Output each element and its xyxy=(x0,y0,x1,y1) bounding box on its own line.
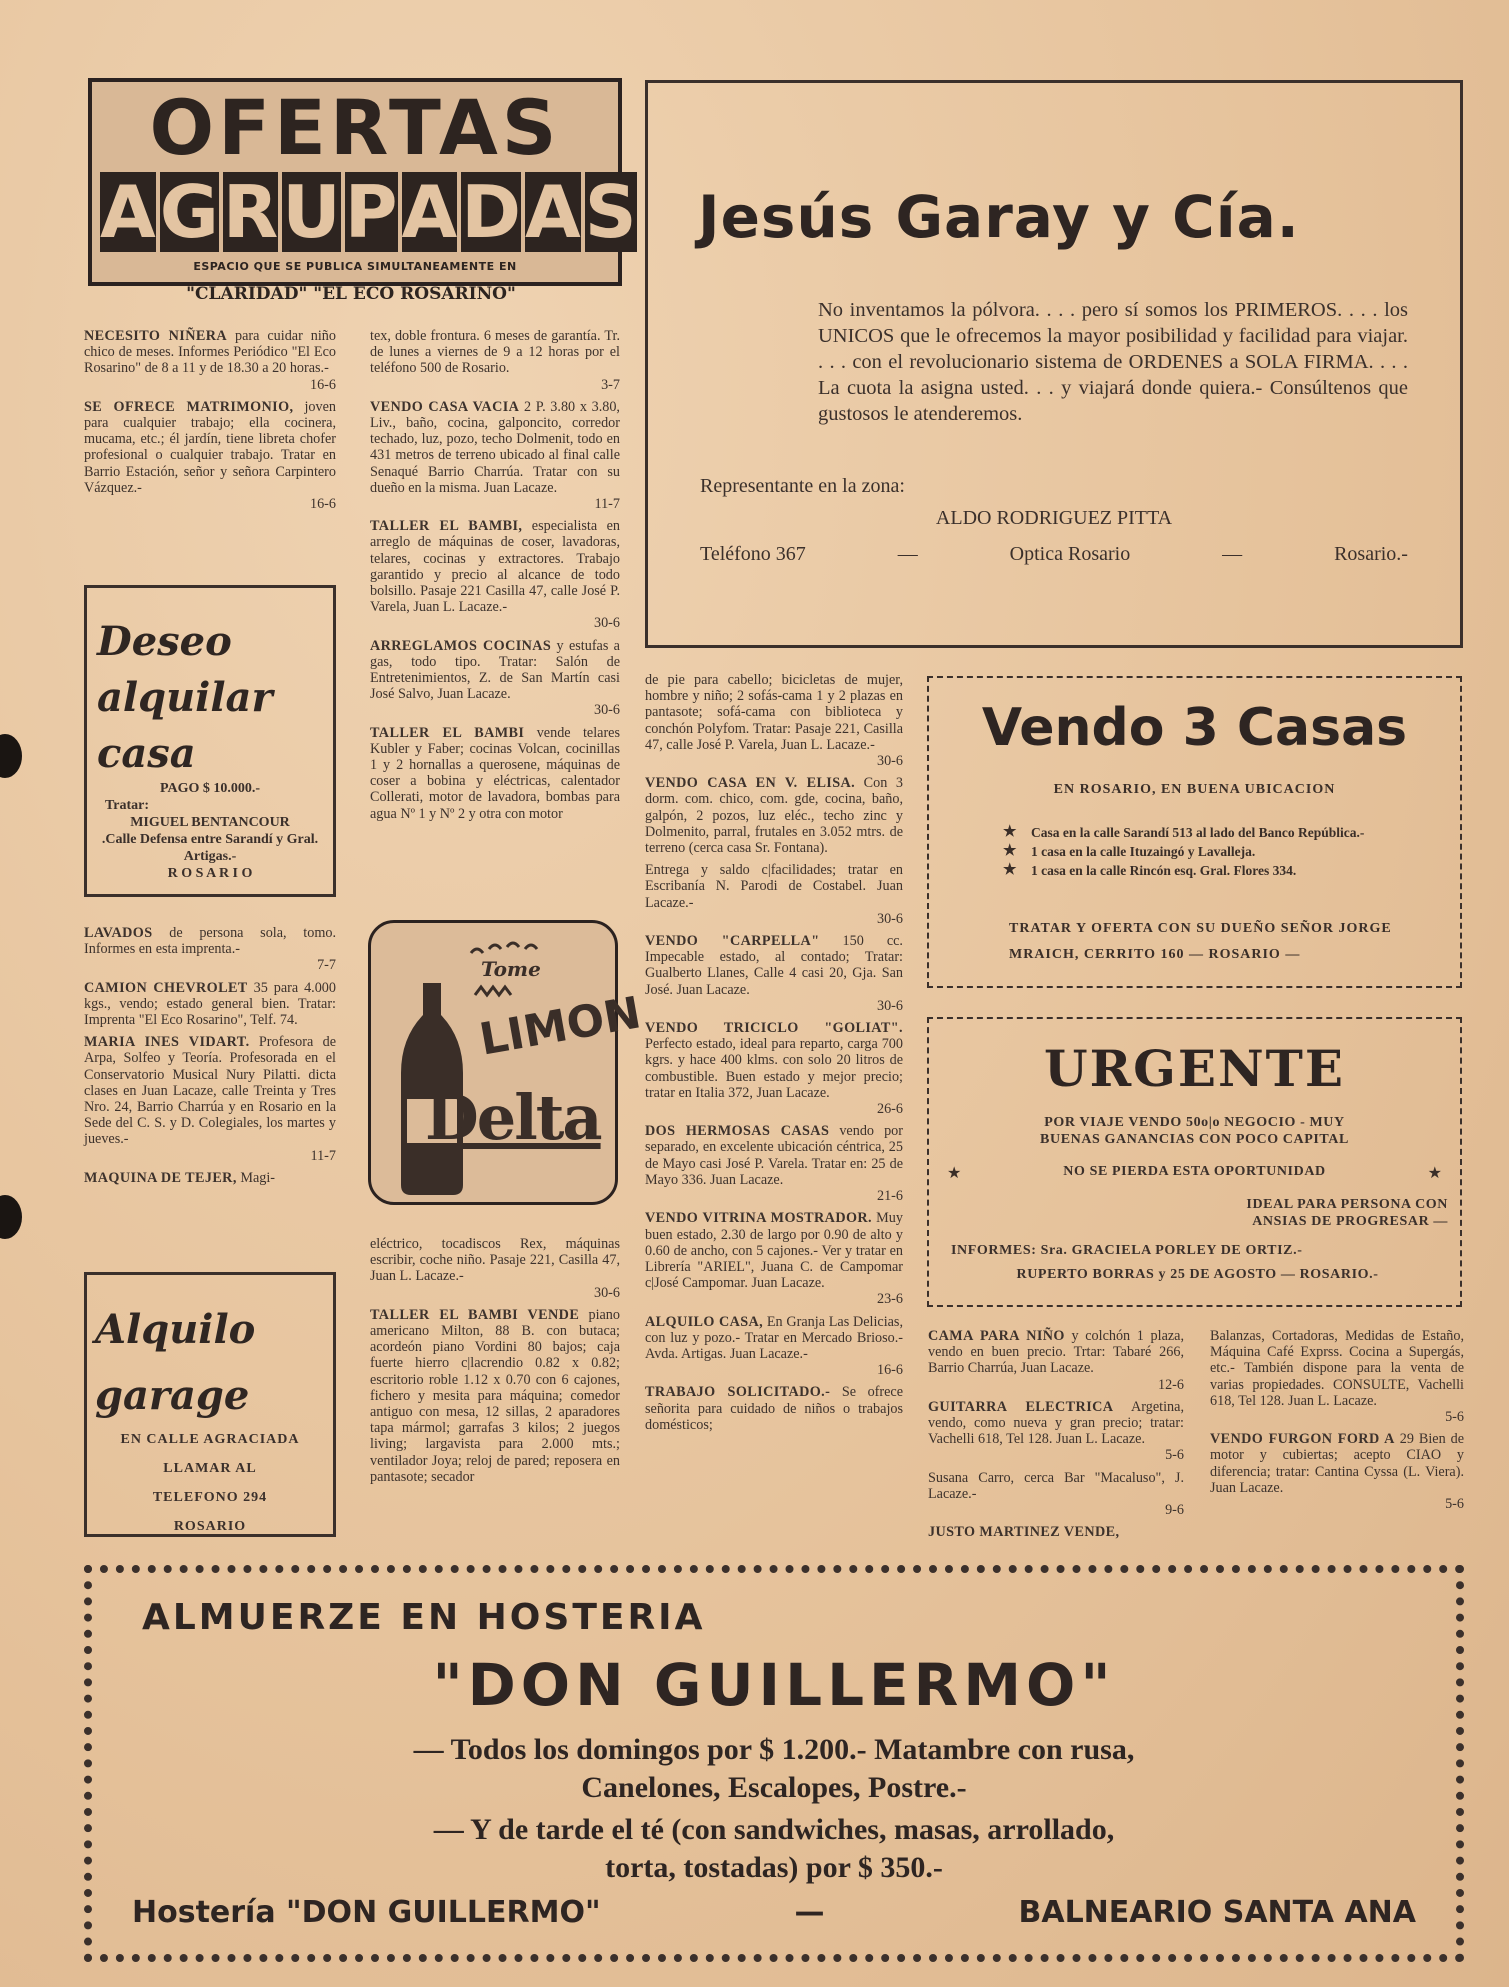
classified-ad-heading: VENDO FURGON FORD A xyxy=(1210,1431,1395,1448)
classified-ad-heading: TALLER EL BAMBI xyxy=(370,724,525,741)
vendo-contact: TRATAR Y OFERTA CON SU DUEÑO SEÑOR JORGE MRAICH, CERRITO 160 — ROSARIO — xyxy=(1009,921,1392,962)
classified-ad xyxy=(1210,1431,1464,1512)
vendo-house-list xyxy=(1009,824,1364,881)
hosteria-ad xyxy=(84,1565,1464,1962)
classified-ad-heading: TALLER EL BAMBI, xyxy=(370,518,523,535)
hosteria-name: "DON GUILLERMO" xyxy=(432,1651,1116,1719)
masthead-letter: G xyxy=(159,170,219,254)
deseo-line: casa xyxy=(97,730,196,777)
garay-phone: Teléfono 367 xyxy=(700,543,806,565)
classified-ad-heading: MARIA INES VIDART. xyxy=(84,1034,250,1051)
classified-ad xyxy=(370,725,620,822)
star-icon: ★ xyxy=(1427,1163,1442,1182)
classified-ad-heading: VENDO "CARPELLA" xyxy=(645,933,820,950)
classified-column-1 xyxy=(84,328,336,518)
alquilo-phone: TELEFONO 294 xyxy=(152,1490,268,1505)
classified-ad-heading: VENDO VITRINA MOSTRADOR. xyxy=(645,1210,872,1227)
classified-ad xyxy=(370,1307,620,1485)
dash: — xyxy=(897,543,918,565)
vendo-casas-ad xyxy=(927,676,1462,988)
classified-ad-heading: CAMION CHEVROLET xyxy=(84,979,248,996)
hosteria-menu-line: — Y de tarde el té (con sandwiches, masas, arrollado, xyxy=(433,1813,1115,1846)
classified-ad-text: especialista en arreglo de máquinas de coser, lavadoras, telares, cocinas y extractores. Trabajo garantido y precio al alcance de todo bolsillo. Pasaje 221 Casilla 47, calle José P. Varela, Juan L. Lacaze.- xyxy=(370,518,620,616)
alquilo-line: garage xyxy=(95,1372,250,1419)
limon-tome: Tome xyxy=(481,957,541,981)
urgente-line: POR VIAJE VENDO 50o|o NEGOCIO - MUY xyxy=(1044,1115,1345,1130)
masthead-letter: P xyxy=(344,170,398,254)
deseo-alquilar-ad xyxy=(84,585,336,897)
hosteria-footer xyxy=(132,1895,1416,1930)
classified-ad xyxy=(645,1314,903,1379)
classified-ad-heading: ALQUILO CASA, xyxy=(645,1313,764,1330)
classified-ad xyxy=(645,672,903,769)
classified-ad-text: Se ofrece señorita para cuidado de niños o trabajos domésticos; xyxy=(645,1384,903,1433)
classified-ad-text: de pie para cabello; bicicletas de mujer, hombre y niño; 2 sofás-cama 1 y 2 plazas en pantasote; sofá-cama con biblioteca y conchón Polyfom. Tratar: Pasaje 221, Casilla 47, calle José P. Varela, Juan L. Lacaze.- xyxy=(645,672,903,753)
classified-ad-text: Argetina, vendo, como nueva y gran precio; tratar: Vachelli 618, Tel 128. Juan L. Lacaze. xyxy=(928,1398,1184,1448)
limon-brand: Delta xyxy=(425,1081,601,1154)
hosteria-intro: ALMUERZE EN HOSTERIA xyxy=(142,1597,706,1638)
classified-ad-text: Balanzas, Cortadoras, Medidas de Estaño, Máquina Café Exprss. Cocina a Supergás, etc.- También dispone para la venta de varias propiedades. CONSULTE, Vachelli 618, Tel 128. Juan L. Lacaze. xyxy=(1210,1328,1464,1409)
binder-hole xyxy=(0,734,22,778)
classified-ad-ref: 23-6 xyxy=(876,1291,903,1308)
masthead-letter: A xyxy=(525,170,581,254)
classified-ad xyxy=(645,862,903,927)
classified-ad-text: Magi- xyxy=(236,1169,276,1186)
garay-store: Optica Rosario xyxy=(1009,543,1131,565)
classified-column-2 xyxy=(370,328,620,828)
classified-ad xyxy=(84,1170,336,1186)
urgente-line: INFORMES: Sra. GRACIELA PORLEY DE ORTIZ.- xyxy=(951,1243,1303,1258)
classified-ad-text: Entrega y saldo c|facilidades; tratar en Escribanía N. Parodi de Costabel. Juan Lacaze.- xyxy=(645,862,903,911)
classified-ad xyxy=(645,775,903,856)
garay-rep-label: Representante en la zona: xyxy=(700,475,905,497)
garay-rep-name: ALDO RODRIGUEZ PITTA xyxy=(935,507,1173,529)
classified-ad-ref: 30-6 xyxy=(593,1284,620,1301)
classified-ad-ref: 7-7 xyxy=(317,957,336,974)
classified-ad-heading: TRABAJO SOLICITADO.- xyxy=(645,1384,831,1401)
classified-ad xyxy=(370,399,620,512)
ofertas-agrupadas-masthead xyxy=(85,78,637,306)
alquilo-call: LLAMAR AL xyxy=(163,1461,257,1476)
classified-ad-ref: 30-6 xyxy=(593,615,620,632)
classified-ad xyxy=(370,1236,620,1301)
deseo-line: alquilar xyxy=(97,674,273,721)
dash: — xyxy=(1222,543,1243,565)
hosteria-footer-place: BALNEARIO SANTA ANA xyxy=(1018,1895,1416,1930)
classified-ad-ref: 16-6 xyxy=(309,376,336,393)
deseo-details xyxy=(87,780,333,882)
classified-ad xyxy=(370,328,620,393)
masthead-letter: A xyxy=(100,170,156,254)
binder-hole xyxy=(0,1195,22,1239)
deseo-address: .Calle Defensa entre Sarandí y Gral. Artigas.- xyxy=(101,832,319,864)
deseo-tratar: Tratar: xyxy=(105,798,150,813)
classified-ad-text: Con 3 dorm. com. chico, com. gde, cocina, baño, galpón, 2 pozos, luz eléc., techo zinc y Dolmenito, parral, frutales en 3.052 mtrs. de terreno (cerca casa Sr. Fontana). xyxy=(645,775,903,857)
classified-ad xyxy=(1210,1328,1464,1425)
classified-ad-text: y estufas a gas, todo tipo. Tratar: Salón de Entretenimientos, Z. de San Martín casi José Salvo, Juan Lacaze. xyxy=(370,637,620,703)
classified-ad xyxy=(928,1470,1184,1519)
classified-ad xyxy=(370,638,620,719)
classified-ad-text: de persona sola, tomo. Informes en esta imprenta.- xyxy=(84,925,336,958)
urgente-line: NO SE PIERDA ESTA OPORTUNIDAD xyxy=(1063,1164,1326,1179)
urgente-line: RUPERTO BORRAS y 25 DE AGOSTO — ROSARIO.- xyxy=(1016,1267,1379,1282)
classified-ad xyxy=(645,1384,903,1433)
list-item: ★ Casa en la calle Sarandí 513 al lado del Banco República.- xyxy=(1009,824,1364,841)
classified-ad-ref: 30-6 xyxy=(876,753,903,770)
classified-ad-text: 150 cc. Impecable estado, al contado; Tratar: Gualberto Llanes, Calle 4 casi 20, Gja. San José. Juan Lacaze. xyxy=(645,933,903,998)
classified-ad-text: vende telares Kubler y Faber; cocinas Volcan, cocinillas 1 y 2 hornallas a querosene, máquinas de coser a bobina y eléctricas, calentador Collerati, motor de lavadora, bombas para agua Nº 1 y Nº 2 y otra con motor xyxy=(370,724,620,822)
masthead-subtitle: ESPACIO QUE SE PUBLICA SIMULTANEAMENTE EN xyxy=(193,260,517,273)
deseo-name: MIGUEL BENTANCOUR xyxy=(130,815,290,830)
classified-ad-text: vendo por separado, en excelente ubicación céntrica, 25 de Mayo casi José P. Varela. Tratar en: 25 de Mayo 336. Juan Lacaze. xyxy=(645,1123,903,1188)
masthead-letter: S xyxy=(584,170,637,254)
classified-ad xyxy=(84,1034,336,1164)
classified-ad xyxy=(645,1020,903,1117)
classified-ad-text: eléctrico, tocadiscos Rex, máquinas escribir, coche niño. Pasaje 221, Casilla 47, Juan L. Lacaze.- xyxy=(370,1236,620,1285)
classified-ad-ref: 30-6 xyxy=(876,997,903,1014)
classified-ad-text: y colchón 1 plaza, vendo en buen precio. Trtar: Tabaré 266, Barrio Charrúa, Juan Lacaze. xyxy=(928,1328,1185,1377)
classified-ad-text: 35 para 4.000 kgs., vendo; estado general bien. Tratar: Imprenta "El Eco Rosarino", Telf. 74. xyxy=(84,979,336,1029)
classified-column-2b xyxy=(370,1236,620,1491)
masthead-letter: U xyxy=(282,170,341,254)
classified-ad xyxy=(84,980,336,1029)
classified-ad-heading: VENDO CASA EN V. ELISA. xyxy=(645,775,856,792)
hosteria-menu-line: torta, tostadas) por $ 350.- xyxy=(605,1851,943,1884)
garay-city: Rosario.- xyxy=(1334,543,1408,565)
masthead-title-line2 xyxy=(98,170,637,254)
classified-ad-ref: 11-7 xyxy=(594,496,620,513)
classified-ad xyxy=(84,399,336,512)
classified-ad xyxy=(928,1524,1184,1540)
limon-word: LIMON xyxy=(475,987,645,1066)
list-item: ★ 1 casa en la calle Ituzaingó y Lavalleja. xyxy=(1009,843,1364,860)
classified-ad xyxy=(645,1123,903,1204)
classified-ad-ref: 16-6 xyxy=(309,496,336,513)
classified-ad-ref: 26-6 xyxy=(876,1101,903,1118)
masthead-letter: R xyxy=(222,170,279,254)
garay-title: Jesús Garay y Cía. xyxy=(698,183,1300,251)
deseo-city: R O S A R I O xyxy=(167,866,253,881)
classified-ad-ref: 16-6 xyxy=(876,1362,903,1379)
deseo-heading xyxy=(97,614,273,782)
masthead-letter: A xyxy=(401,170,458,254)
garay-ad xyxy=(645,80,1463,648)
classified-ad-text: piano americano Milton, 88 B. con butaca; acordeón piano Vordini 80 bajos; caja fuerte hierro c|lacrendio 0.82 x 0.82; escritorio roble 1.12 x 0.70 con 6 cajones, fichero y mesita para máquina; comedor antiguo con mesa, 12 sillas, 2 aparadores tapa mármol; garrafas 3 kilos; 2 juegos living; largavista para 2.000 mts.; ventilador Joya; reloj de pared; reposera en pantasote; secador xyxy=(370,1306,620,1485)
classified-column-5 xyxy=(1210,1328,1464,1518)
classified-ad-heading: GUITARRA ELECTRICA xyxy=(928,1398,1114,1415)
alquilo-line: Alquilo xyxy=(95,1306,256,1353)
classified-ad xyxy=(645,933,903,1014)
classified-ad-text: joven para cualquier trabajo; ella cocinera, mucama, etc.; él jardín, tiene libreta chofer profesional o cualquier trabajo. Tratar en Barrio Estación, señor y señora Carpintero Vázquez.- xyxy=(84,398,336,496)
classified-ad-ref: 5-6 xyxy=(1445,1496,1464,1513)
classified-ad-heading: DOS HERMOSAS CASAS xyxy=(645,1123,830,1140)
hosteria-menu-line: — Todos los domingos por $ 1.200.- Matambre con rusa, xyxy=(413,1733,1135,1766)
classified-ad-heading: CAMA PARA NIÑO xyxy=(928,1328,1065,1344)
dash: — xyxy=(794,1895,825,1930)
list-item: ★ 1 casa en la calle Rincón esq. Gral. Flores 334. xyxy=(1009,862,1364,879)
classified-ad-ref: 30-6 xyxy=(876,910,903,927)
garay-contact-line xyxy=(700,543,1408,566)
classified-ad xyxy=(370,518,620,631)
classified-ad-text: 2 P. 3.80 x 3.80, Liv., baño, cocina, galponcito, corredor techado, luz, pozo, techo Dolmenit, todo en 431 metros de terreno ubicado al final calle Senaqué Barrio Charrúa. Tratar con su dueño en la misma. Juan Lacaze. xyxy=(370,398,620,496)
classified-ad-heading: ARREGLAMOS COCINAS xyxy=(370,637,552,654)
deseo-line: Deseo xyxy=(97,618,232,665)
classified-ad-text: 29 Bien de motor y cubiertas; acepto CIAO y diferencia; tratar: Cantina Cyssa (L. Viera). Juan Lacaze. xyxy=(1210,1431,1464,1496)
classified-ad-ref: 5-6 xyxy=(1165,1447,1184,1464)
classified-ad-heading: VENDO TRICICLO "GOLIAT". xyxy=(645,1020,903,1037)
urgente-title: URGENTE xyxy=(1044,1039,1345,1098)
alquilo-details xyxy=(87,1425,333,1541)
urgente-line: BUENAS GANANCIAS CON POCO CAPITAL xyxy=(1040,1132,1349,1147)
classified-ad xyxy=(928,1328,1184,1393)
urgente-line: IDEAL PARA PERSONA CON xyxy=(1246,1197,1448,1212)
classified-ad-ref: 3-7 xyxy=(601,376,620,393)
classified-ad-heading: SE OFRECE MATRIMONIO, xyxy=(84,398,294,415)
classified-ad-heading: MAQUINA DE TEJER, xyxy=(84,1169,237,1186)
urgente-ad xyxy=(927,1017,1462,1307)
classified-ad xyxy=(84,328,336,393)
classified-ad-text: Susana Carro, cerca Bar "Macaluso", J. Lacaze.- xyxy=(928,1469,1184,1502)
star-icon: ★ xyxy=(947,1163,962,1182)
classified-ad-text: Muy buen estado, 2.30 de largo por 0.90 de alto y 0.60 de ancho, con 5 cajones.- Ver y tratar en Librería "ARIEL", Juana C. de Campomar c|José Campomar. Juan Lacaze. xyxy=(645,1210,903,1292)
alquilo-garage-ad xyxy=(84,1272,336,1537)
classified-ad-text: Profesora de Arpa, Solfeo y Teoría. Profesorada en el Conservatorio Musical Nury Pilatti. dicta clases en Juan Lacaze, calle Treinta y Tres Nro. 24, Barrio Charrúa y en Rosario en la Sede del C. S. y D. Colegiales, los martes y jueves.- xyxy=(84,1034,336,1148)
alquilo-street: EN CALLE AGRACIADA xyxy=(120,1432,300,1447)
alquilo-city: ROSARIO xyxy=(173,1519,247,1534)
classified-column-4 xyxy=(928,1328,1184,1546)
classified-ad-heading: VENDO CASA VACIA xyxy=(370,398,520,415)
classified-ad-text: tex, doble frontura. 6 meses de garantía. Tr. de lunes a viernes de 9 a 12 horas por el teléfono 500 de Rosario. xyxy=(370,328,620,377)
hosteria-menu-line: Canelones, Escalopes, Postre.- xyxy=(581,1771,967,1804)
masthead-title-line1: OFERTAS xyxy=(149,83,561,172)
classified-ad xyxy=(645,1210,903,1307)
masthead-newspapers: "CLARIDAD" "EL ECO ROSARINO" xyxy=(186,284,516,304)
masthead-letter: D xyxy=(461,170,522,254)
classified-ad-text: para cuidar niño chico de meses. Informes Periódico "El Eco Rosarino" de 8 a 11 y de 18.30 a 20 horas.- xyxy=(84,328,336,377)
vendo-subtitle: EN ROSARIO, EN BUENA UBICACION xyxy=(1053,782,1336,797)
classified-ad-text: Perfecto estado, ideal para reparto, carga 700 kgrs. y hace 400 klms. con solo 20 litros de combustible. Buen estado y mejor precio; tratar en Italia 372, Juan Lacaze. xyxy=(645,1036,903,1101)
classified-ad-heading: TALLER EL BAMBI VENDE xyxy=(370,1306,580,1323)
classified-ad xyxy=(84,925,336,974)
classified-ad-heading: LAVADOS xyxy=(84,925,153,941)
deseo-pago: PAGO $ 10.000.- xyxy=(159,781,261,796)
classified-ad-ref: 21-6 xyxy=(876,1188,903,1205)
classified-ad-heading: NECESITO NIÑERA xyxy=(84,328,228,344)
classified-ad-ref: 11-7 xyxy=(310,1147,336,1164)
hosteria-footer-name: Hostería "DON GUILLERMO" xyxy=(132,1895,601,1930)
alquilo-heading xyxy=(95,1297,255,1429)
classified-column-3 xyxy=(645,672,903,1439)
classified-ad xyxy=(928,1399,1184,1464)
classified-ad-text: En Granja Las Delicias, con luz y pozo.- Tratar en Mercado Brioso.- Avda. Artigas. Juan Lacaze.- xyxy=(645,1313,904,1362)
classified-ad-ref: 12-6 xyxy=(1157,1376,1184,1393)
classified-ad-ref: 30-6 xyxy=(593,702,620,719)
classified-ad-ref: 5-6 xyxy=(1445,1409,1464,1426)
vendo-title: Vendo 3 Casas xyxy=(981,698,1408,758)
limon-delta-ad xyxy=(368,920,645,1205)
urgente-line: ANSIAS DE PROGRESAR — xyxy=(1252,1214,1448,1229)
classified-ad-heading: JUSTO MARTINEZ VENDE, xyxy=(928,1524,1120,1541)
classified-column-1b xyxy=(84,925,336,1192)
classified-ad-ref: 9-6 xyxy=(1165,1502,1184,1519)
garay-body: No inventamos la pólvora. . . . pero sí somos los PRIMEROS. . . . los UNICOS que le ofrecemos la mayor posibilidad y facilidad para viajar. . . . con el revolucionario sistema de ORDENES a SOLA FIRMA. . . . La cuota la asigna usted. . . y viajará donde quiera.- Consúltenos que gustosos le atenderemos. xyxy=(818,299,1408,425)
